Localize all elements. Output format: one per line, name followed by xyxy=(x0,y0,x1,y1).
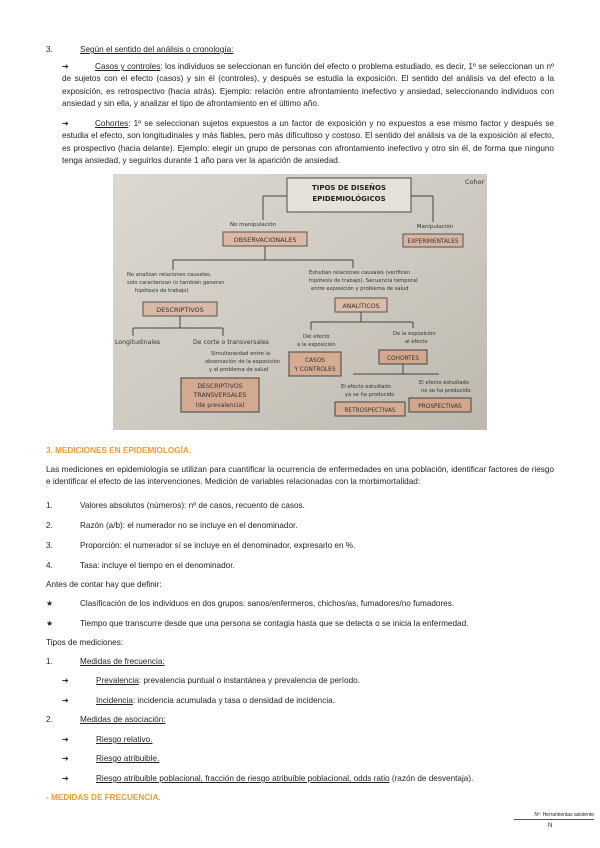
observacionales-label: OBSERVACIONALES xyxy=(233,236,297,244)
corte-note-3: y el problema de salud xyxy=(209,367,269,373)
star-bullet-icon: ★ xyxy=(46,619,54,628)
incidencia-item xyxy=(96,695,335,707)
medidas-asociacion-label: Medidas de asociación: xyxy=(80,715,166,724)
del-efecto-1: Del efecto xyxy=(303,334,330,340)
descriptivos-note-3: hipótesis de trabajo) xyxy=(135,288,189,294)
desc-trans-2: TRANSVERSALES xyxy=(193,392,247,399)
mediciones-intro: Las mediciones en epidemiología se utilizan para cuantificar la ocurrencia de enfermedades en una población, identificar factores de riesgo e identificar el efecto de las intervenciones. Medición de variables relacionadas con la morbimortalidad: xyxy=(46,465,554,487)
star-item-tiempo: Tiempo que transcurre desde que una persona se contagia hasta que se detecta o se inicia la enfermedad. xyxy=(80,619,469,628)
casos-label-1: CASOS xyxy=(305,358,325,364)
del-efecto-2: a la exposición xyxy=(297,342,336,348)
diagram-corner-text: Cohor xyxy=(465,178,485,186)
analiticos-label: ANALÍTICOS xyxy=(342,303,380,310)
star-item-clasificacion: Clasificación de los individuos en dos grupos: sanos/enfermeros, chichos/as, fumadores/no fumadores. xyxy=(80,599,455,608)
retro-note-2: ya se ha producido xyxy=(345,392,395,398)
list-number: 3. xyxy=(46,541,53,550)
analiticos-note-2: hipótesis de trabajo). Secuencia temporal xyxy=(309,278,418,284)
riesgo-poblacional-text: (razón de desventaja). xyxy=(389,774,474,783)
prevalencia-text: : prevalencia puntual o instantánea y prevalencia de período. xyxy=(138,676,360,685)
corte-note-2: observación de la exposición xyxy=(205,359,281,365)
medidas-frecuencia-label: Medidas de frecuencia: xyxy=(80,657,165,666)
incidencia-text: : incidencia acumulada y tasa o densidad de incidencia. xyxy=(132,696,335,705)
de-expo-1: De la exposición xyxy=(393,331,436,337)
desc-trans-1: DESCRIPTIVOS xyxy=(197,383,243,390)
prevalencia-term: Prevalencia xyxy=(96,676,139,685)
arrow-bullet-icon: ➔ xyxy=(62,62,69,71)
diagram-title-2: EPIDEMIOLÓGICOS xyxy=(312,195,386,203)
footer-line2: N xyxy=(548,823,553,829)
incidencia-term: Incidencia xyxy=(96,696,133,705)
arrow-bullet-icon: ➔ xyxy=(62,774,69,783)
section-number: 3. xyxy=(46,45,53,54)
casos-controles-term: Casos y controles xyxy=(95,62,161,71)
list-item-proporcion: Proporción: el numerador sí se incluye en el denominador, expresarlo en %. xyxy=(80,541,356,550)
list-number: 1. xyxy=(46,501,53,510)
descriptivos-label: DESCRIPTIVOS xyxy=(156,306,204,314)
desc-trans-3: (de prevalencia) xyxy=(195,402,245,409)
medidas-frecuencia-heading: - MEDIDAS DE FRECUENCIA. xyxy=(46,793,161,802)
tipos-text: Tipos de mediciones: xyxy=(46,638,124,647)
list-number: 2. xyxy=(46,521,53,530)
de-expo-2: al efecto xyxy=(405,339,428,345)
casos-label-2: Y CONTROLES xyxy=(294,367,336,373)
longitudinales-label: Longitudinales xyxy=(115,339,161,346)
descriptivos-note-2: solo caracterizan (o también generan xyxy=(127,280,225,286)
experimentales-label: EXPERIMENTALES xyxy=(407,239,459,245)
arrow-bullet-icon: ➔ xyxy=(62,676,69,685)
pros-note-2: no se ha producido xyxy=(421,388,471,394)
descriptivos-note-1: No analizan relaciones causales, xyxy=(127,272,212,278)
casos-controles-text: : los individuos se seleccionan en función del efecto o problema estudiado, es decir, 1º se seleccionan un nº de sujetos con el efecto (casos) y sin él (controles), y después se estudia la exposición. El sentido del análisis va del efecto a la exposición, es retrospectivo (hacia atrás). Ejemplo: relación entre afrontamiento inefectivo y ansiedad, seleccionando individuos con ansiedad y sin ella, y analizar el tipo de afrontamiento en el último año. xyxy=(62,62,554,109)
antes-text: Antes de contar hay que definir: xyxy=(46,580,162,589)
retro-note-1: El efecto estudiado xyxy=(341,384,391,390)
prospectivas-label: PROSPECTIVAS xyxy=(418,404,462,410)
list-item-tasa: Tasa: incluye el tiempo en el denominador. xyxy=(80,561,235,570)
footer-line1: Nº: Herramientas asistente xyxy=(514,812,594,820)
cohortes-term: Cohortes xyxy=(95,119,129,128)
manipulacion-label: Manipulación xyxy=(416,224,454,230)
list-number: 4. xyxy=(46,561,53,570)
epidemiological-designs-diagram xyxy=(113,174,487,430)
cohortes-label: COHORTES xyxy=(386,356,420,362)
pros-note-1: El efecto estudiado xyxy=(419,380,469,386)
riesgo-poblacional-term: Riesgo atribuible poblacional, fracción de riesgo atribuible poblacional, odds ratio xyxy=(96,774,390,783)
corte-label: De corte o transversales xyxy=(193,339,269,346)
riesgo-relativo-item: Riesgo relativo. xyxy=(96,735,153,744)
star-bullet-icon: ★ xyxy=(46,599,54,608)
list-number: 1. xyxy=(46,657,53,666)
retrospectivas-label: RETROSPECTIVAS xyxy=(344,408,396,414)
section-title: Según el sentido del análisis o cronología: xyxy=(80,45,234,54)
cohortes-paragraph xyxy=(62,118,554,168)
arrow-bullet-icon: ➔ xyxy=(62,754,69,763)
analiticos-note-3: entre exposición y problema de salud xyxy=(311,286,409,292)
arrow-bullet-icon: ➔ xyxy=(62,735,69,744)
mediciones-heading: 3. MEDICIONES EN EPIDEMIOLOGÍA. xyxy=(46,446,192,455)
diagram-title-1: TIPOS DE DISEÑOS xyxy=(311,184,387,192)
casos-controles-paragraph xyxy=(62,61,554,111)
no-manipulacion-label: No manipulación xyxy=(229,222,277,228)
prevalencia-item xyxy=(96,675,360,687)
riesgo-atribuible-item: Riesgo atribuible. xyxy=(96,754,160,763)
riesgo-poblacional-item xyxy=(96,773,473,785)
list-item-razon: Razón (a/b): el numerador no se incluye en el denominador. xyxy=(80,521,298,530)
cohortes-text: : 1º se seleccionan sujetos expuestos a un factor de exposición y no expuestos a ese mismo factor y después se estudia el efecto, son longitudinales y más fiables, pero más difícultoso y costoso. El sentido del análisis va de la exposición al efecto, es prospectivo (hacia delante). Ejemplo: elegir un grupo de personas con afrontamiento inefectivo y otro sin él, de forma que ninguno tenga ansiedad, y seguirlos durante 1 año para ver la aparición de ansiedad. xyxy=(62,119,554,166)
list-number: 2. xyxy=(46,715,53,724)
corte-note-1: Simultaneidad entre la xyxy=(211,351,271,357)
analiticos-note-1: Estudian relaciones causales (verifican xyxy=(309,270,410,276)
arrow-bullet-icon: ➔ xyxy=(62,696,69,705)
list-item-absolutos: Valores absolutos (números): nº de casos, recuento de casos. xyxy=(80,501,305,510)
arrow-bullet-icon: ➔ xyxy=(62,119,69,128)
